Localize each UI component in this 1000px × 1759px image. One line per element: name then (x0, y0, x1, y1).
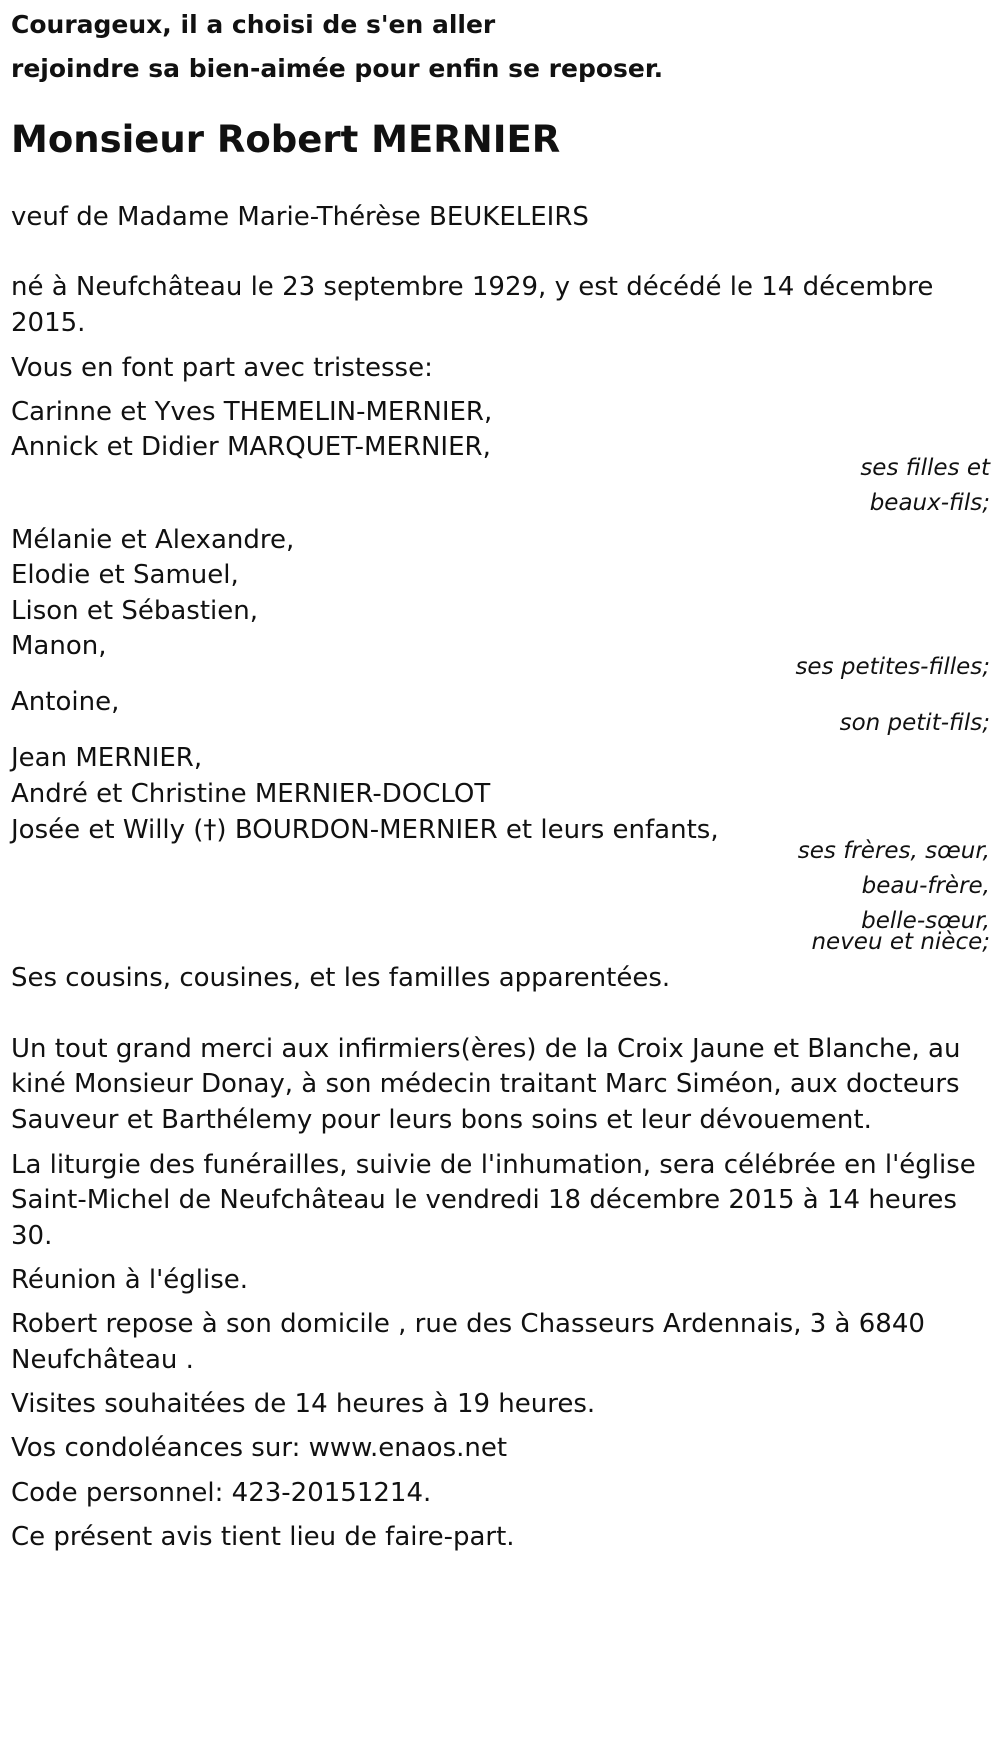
widower-line: veuf de Madame Marie-Thérèse BEUKELEIRS (11, 202, 589, 232)
intro-line-2: rejoindre sa bien-aimée pour enfin se reposer. (11, 54, 664, 83)
liturgy-line: La liturgie des funérailles, suivie de l'inhumation, sera célébrée en l'église (11, 1150, 976, 1180)
rest-line: Robert repose à son domicile , rue des Chasseurs Ardennais, 3 à 6840 (11, 1309, 925, 1339)
personal-code-line: Code personnel: 423-20151214. (11, 1478, 432, 1508)
rest-line: Neufchâteau . (11, 1345, 194, 1375)
liturgy-line: 30. (11, 1221, 53, 1251)
deceased-name: Monsieur Robert MERNIER (11, 118, 561, 161)
notice-line: Ce présent avis tient lieu de faire-part. (11, 1522, 515, 1552)
relation-label: belle-sœur, (861, 908, 990, 934)
family-member: Mélanie et Alexandre, (11, 525, 295, 555)
relation-label: ses petites-filles; (795, 654, 990, 680)
family-member: Elodie et Samuel, (11, 560, 239, 590)
thanks-line: Sauveur et Barthélemy pour leurs bons soins et leur dévouement. (11, 1105, 872, 1135)
family-member: Josée et Willy (†) BOURDON-MERNIER et leurs enfants, (11, 815, 719, 845)
birth-death-line-2: 2015. (11, 308, 86, 338)
condolences-line: Vos condoléances sur: www.enaos.net (11, 1433, 508, 1463)
relation-label: beau-frère, (861, 873, 990, 899)
family-member: Jean MERNIER, (11, 743, 203, 773)
family-member: Lison et Sébastien, (11, 596, 258, 626)
birth-death-line-1: né à Neufchâteau le 23 septembre 1929, y est décédé le 14 décembre (11, 272, 934, 302)
intro-line-1: Courageux, il a choisi de s'en aller (11, 10, 496, 39)
family-member: Manon, (11, 631, 107, 661)
thanks-line: Un tout grand merci aux infirmiers(ères) de la Croix Jaune et Blanche, au (11, 1034, 961, 1064)
relation-label: beaux-fils; (869, 490, 990, 516)
cousins-line: Ses cousins, cousines, et les familles apparentées. (11, 963, 671, 993)
relation-label: ses frères, sœur, (797, 838, 990, 864)
announce-line: Vous en font part avec tristesse: (11, 353, 433, 383)
family-member: Antoine, (11, 687, 120, 717)
family-member: André et Christine MERNIER-DOCLOT (11, 779, 491, 809)
relation-label: son petit-fils; (839, 710, 990, 736)
liturgy-line: Saint-Michel de Neufchâteau le vendredi 18 décembre 2015 à 14 heures (11, 1185, 957, 1215)
meeting-line: Réunion à l'église. (11, 1265, 249, 1295)
relation-label: ses filles et (860, 455, 990, 481)
visits-line: Visites souhaitées de 14 heures à 19 heures. (11, 1389, 596, 1419)
family-member: Annick et Didier MARQUET-MERNIER, (11, 432, 491, 462)
family-member: Carinne et Yves THEMELIN-MERNIER, (11, 397, 493, 427)
relation-label: neveu et nièce; (811, 929, 990, 955)
thanks-line: kiné Monsieur Donay, à son médecin traitant Marc Siméon, aux docteurs (11, 1069, 960, 1099)
